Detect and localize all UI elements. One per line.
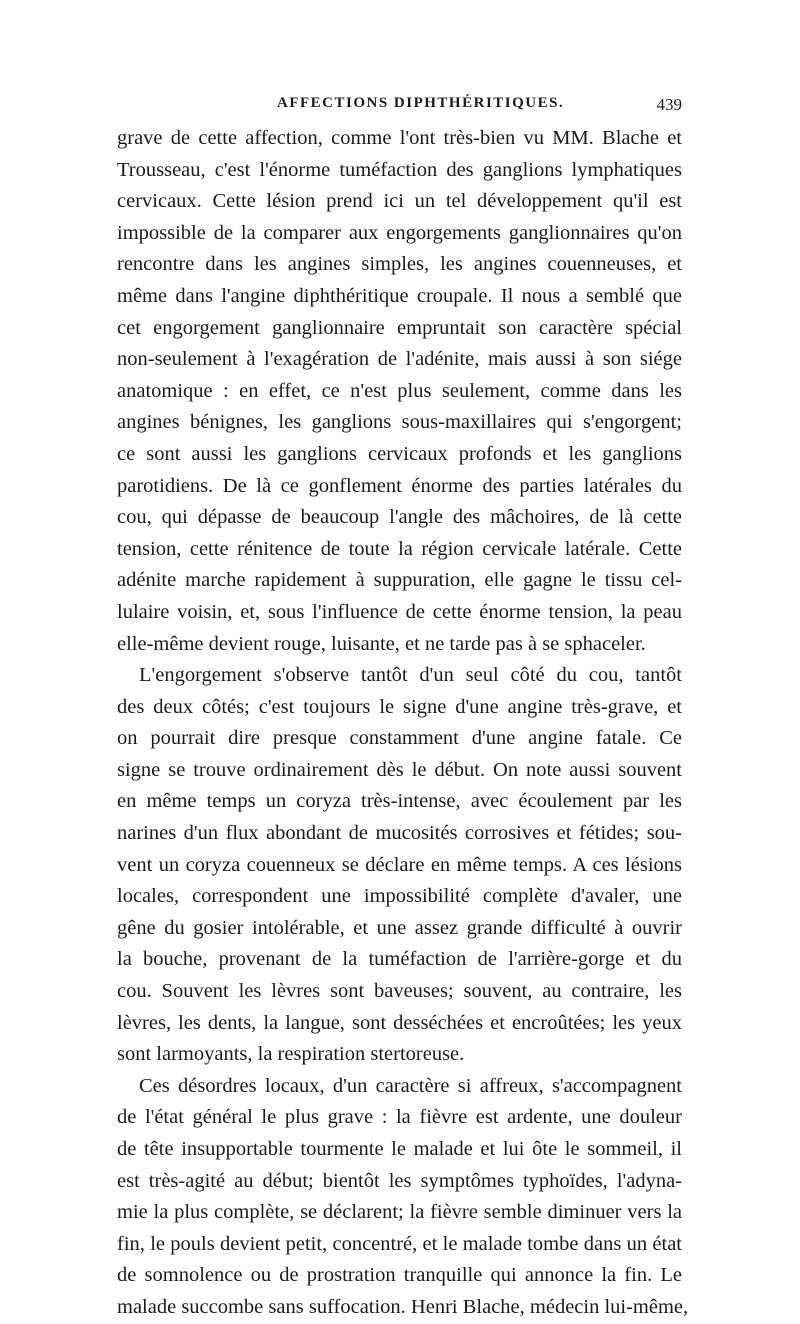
text-line: sont larmoyants, la respiration stertoreuse. xyxy=(117,1043,465,1066)
text-line: malade succombe sans suffocation. Henri Blache, médecin lui-même, xyxy=(117,1295,689,1318)
text-line: cou, qui dépasse de beaucoup l'angle des mâchoires, de là cette xyxy=(117,506,682,529)
text-line: fin, le pouls devient petit, concentré, et le malade tombe dans un état xyxy=(117,1232,682,1255)
text-line: est très-agité au début; bientôt les symptômes typhoïdes, l'adyna- xyxy=(117,1169,682,1192)
text-line: L'engorgement s'observe tantôt d'un seul côté du cou, tantôt xyxy=(139,664,682,687)
text-line: signe se trouve ordinairement dès le début. On note aussi souvent xyxy=(117,758,682,781)
text-line: de somnolence ou de prostration tranquille qui annonce la fin. Le xyxy=(117,1264,682,1287)
text-line: locales, correspondent une impossibilité complète d'avaler, une xyxy=(117,885,682,908)
paragraph xyxy=(117,660,682,1071)
text-line: vent un coryza couenneux se déclare en même temps. A ces lésions xyxy=(117,853,682,876)
text-line: de tête insupportable tourmente le malade et lui ôte le sommeil, il xyxy=(117,1138,682,1160)
paragraph xyxy=(117,1071,689,1324)
running-head xyxy=(117,95,682,121)
text-line: des deux côtés; c'est toujours le signe d'une angine très-grave, et xyxy=(117,695,682,718)
text-line: elle-même devient rouge, luisante, et ne tarde pas à se sphaceler. xyxy=(117,632,646,655)
page-number: 439 xyxy=(656,95,682,114)
text-line: angines bénignes, les ganglions sous-maxillaires qui s'engorgent; xyxy=(117,411,682,434)
text-line: lulaire voisin, et, sous l'influence de cette énorme tension, la peau xyxy=(117,600,682,623)
text-line: gêne du gosier intolérable, et une assez grande difficulté à ouvrir xyxy=(117,916,682,939)
text-line: Ces désordres locaux, d'un caractère si affreux, s'accompagnent xyxy=(139,1074,682,1097)
text-line: cet engorgement ganglionnaire empruntait son caractère spécial xyxy=(117,316,682,339)
text-line: ce sont aussi les ganglions cervicaux profonds et les ganglions xyxy=(117,442,682,465)
body-text xyxy=(117,123,689,1324)
text-line: même dans l'angine diphthéritique croupale. Il nous a semblé que xyxy=(117,284,682,307)
text-line: rencontre dans les angines simples, les angines couenneuses, et xyxy=(117,253,682,276)
text-line: impossible de la comparer aux engorgements ganglionnaires qu'on xyxy=(117,221,682,244)
running-title: AFFECTIONS DIPHTHÉRITIQUES. xyxy=(277,95,565,111)
text-line: narines d'un flux abondant de mucosités corrosives et fétides; sou- xyxy=(117,822,682,845)
text-line: adénite marche rapidement à suppuration, elle gagne le tissu cel- xyxy=(117,569,682,592)
text-line: mie la plus complète, se déclarent; la fièvre semble diminuer vers la xyxy=(117,1201,682,1224)
text-line: grave de cette affection, comme l'ont très-bien vu MM. Blache et xyxy=(117,127,682,149)
text-line: en même temps un coryza très-intense, avec écoulement par les xyxy=(117,790,682,813)
text-line: la bouche, provenant de la tuméfaction de l'arrière-gorge et du xyxy=(117,948,682,971)
paragraph xyxy=(117,123,682,660)
text-line: lèvres, les dents, la langue, sont desséchées et encroûtées; les yeux xyxy=(117,1011,682,1034)
text-line: cervicaux. Cette lésion prend ici un tel développement qu'il est xyxy=(117,190,682,213)
text-line: Trousseau, c'est l'énorme tuméfaction des ganglions lymphatiques xyxy=(117,158,682,181)
text-line: non-seulement à l'exagération de l'adénite, mais aussi à son siége xyxy=(117,348,682,371)
text-line: tension, cette rénitence de toute la région cervicale latérale. Cette xyxy=(117,537,682,560)
text-line: de l'état général le plus grave : la fièvre est ardente, une douleur xyxy=(117,1106,682,1129)
text-line: anatomique : en effet, ce n'est plus seulement, comme dans les xyxy=(117,379,682,402)
text-line: parotidiens. De là ce gonflement énorme des parties latérales du xyxy=(117,474,682,497)
text-line: cou. Souvent les lèvres sont baveuses; souvent, au contraire, les xyxy=(117,980,682,1003)
text-line: on pourrait dire presque constamment d'une angine fatale. Ce xyxy=(117,727,682,750)
